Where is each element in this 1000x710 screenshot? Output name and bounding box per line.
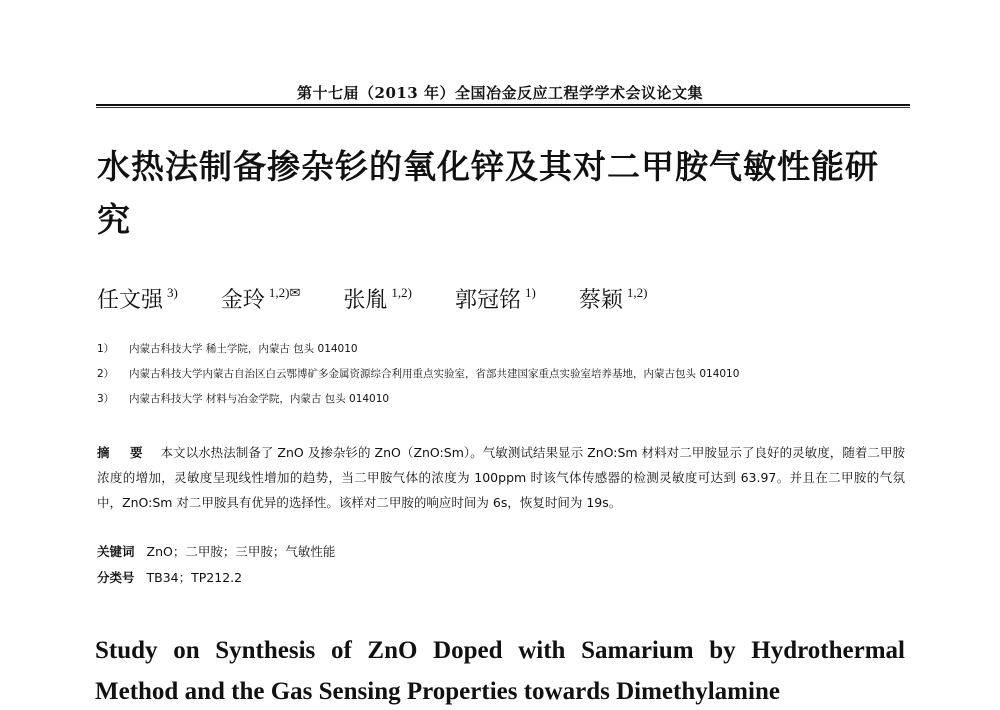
author-affiliation-mark: 1): [524, 285, 536, 300]
author-affiliation-mark: 1,2)✉: [268, 285, 301, 300]
affiliation-number: 1）: [97, 343, 115, 355]
abstract-text: 本文以水热法制备了 ZnO 及掺杂钐的 ZnO（ZnO:Sm）。气敏测试结果显示 ZnO:Sm 材料对二甲胺显示了良好的灵敏度，随着二甲胺浓度的增加，灵敏度呈现线性增加的趋势，当二甲胺气体的浓度为 100ppm 时该气体传感器的检测灵敏度可达到 63.97。并且在二甲胺的气氛中，ZnO:Sm 对二甲胺具有优异的选择性。该样对二甲胺的响应时间为 6s，恢复时间为 19s。: [97, 445, 906, 510]
author: [221, 283, 301, 314]
abstract-label: 摘 要: [97, 445, 151, 460]
affiliation-number: 2）: [97, 368, 115, 380]
classification-text: TB34；TP212.2: [146, 570, 243, 585]
author: [455, 283, 536, 314]
author: [343, 283, 412, 314]
abstract: [97, 440, 905, 515]
author-name: 任文强: [97, 288, 164, 313]
affiliation-text: 内蒙古科技大学内蒙古自治区白云鄂博矿多金属资源综合利用重点实验室，省部共建国家重点实验室培养基地，内蒙古包头 014010: [129, 368, 740, 380]
affiliation-list: [97, 337, 739, 412]
classification-row: [97, 568, 242, 586]
affiliation-item: [97, 362, 739, 387]
affiliation-text: 内蒙古科技大学 稀土学院，内蒙古 包头 014010: [129, 343, 358, 355]
author: [97, 283, 178, 314]
author-affiliation-mark: 1,2): [626, 285, 648, 300]
author-name: 郭冠铭: [454, 288, 521, 313]
affiliation-text: 内蒙古科技大学 材料与冶金学院，内蒙古 包头 014010: [129, 393, 390, 405]
classification-label: 分类号: [97, 570, 135, 585]
affiliation-item: [97, 387, 739, 412]
keywords-row: [97, 542, 335, 560]
author-affiliation-mark: 1,2): [391, 285, 412, 300]
affiliation-item: [97, 337, 739, 362]
author: [579, 283, 648, 314]
author-name: 张胤: [343, 288, 388, 313]
proceedings-header: 第十七届（2013 年）全国冶金反应工程学学术会议论文集: [297, 84, 703, 102]
author-list: [97, 283, 683, 314]
affiliation-number: 3）: [97, 393, 115, 405]
paper-title-english: Study on Synthesis of ZnO Doped with Samarium by Hydrothermal: [95, 637, 905, 664]
keywords-text: ZnO；二甲胺；三甲胺；气敏性能: [146, 544, 336, 559]
keywords-label: 关键词: [97, 544, 135, 559]
author-name: 蔡颖: [578, 288, 623, 313]
author-affiliation-mark: 3): [167, 285, 178, 300]
paper-title-chinese: 水热法制备掺杂钐的氧化锌及其对二甲胺气敏性能研究: [97, 147, 879, 239]
header-rule-thin: [96, 107, 910, 108]
header-rule: [96, 104, 910, 106]
author-name: 金玲: [220, 288, 265, 313]
paper-title-english-line2: Method and the Gas Sensing Properties towards Dimethylamine: [95, 678, 780, 705]
